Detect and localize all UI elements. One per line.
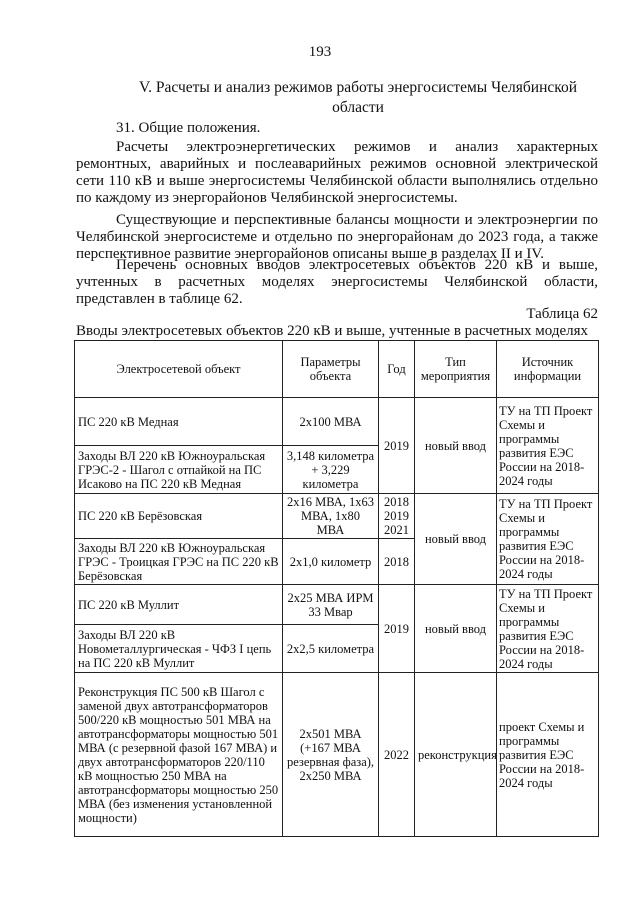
cell-type: реконструкция	[415, 673, 497, 837]
cell-params: 2x16 МВА, 1x63 МВА, 1x80 МВА	[283, 494, 379, 539]
cell-params: 3,148 километра + 3,229 километра	[283, 446, 379, 494]
section-title: V. Расчеты и анализ режимов работы энергосистемы Челябинской области	[138, 79, 578, 116]
cell-source: проект Схемы и программы развития ЕЭС России на 2018-2024 годы	[497, 673, 599, 837]
paragraph-2: Существующие и перспективные балансы мощности и электроэнергии по Челябинской энергосистеме и отдельно по энергорайонам до 2023 года, а также перспективное развитие энергорайонов описаны выше в разделах II и IV.	[76, 212, 598, 262]
cell-year: 2022	[379, 673, 415, 837]
header-object: Электросетевой объект	[75, 341, 283, 398]
header-type: Тип мероприятия	[415, 341, 497, 398]
cell-params: 2x501 МВА (+167 МВА резервная фаза), 2x250 МВА	[283, 673, 379, 837]
table-row	[75, 585, 599, 625]
page-number: 193	[308, 44, 332, 60]
cell-source: ТУ на ТП Проект Схемы и программы развития ЕЭС России на 2018-2024 годы	[497, 585, 599, 673]
table-row	[75, 673, 599, 837]
cell-object: Заходы ВЛ 220 кВ Южноуральская ГРЭС-2 - Шагол с отпайкой на ПС Исаково на ПС 220 кВ Медная	[75, 446, 283, 494]
table-header-row	[75, 341, 599, 398]
cell-year: 2019	[379, 398, 415, 494]
cell-object: Реконструкция ПС 500 кВ Шагол с заменой двух автотрансформаторов 500/220 кВ мощностью 501 МВА на автотрансформаторы мощностью 501 МВА (с резервной фазой 167 МВА) и двух автотрансформаторов 220/110 кВ мощностью 250 МВА на автотрансформаторы мощностью 250 МВА (без изменения установленной мощности)	[75, 673, 283, 837]
cell-object: Заходы ВЛ 220 кВ Южноуральская ГРЭС - Троицкая ГРЭС на ПС 220 кВ Берёзовская	[75, 539, 283, 585]
cell-object: ПС 220 кВ Берёзовская	[75, 494, 283, 539]
cell-params: 2x25 МВА ИРМ 33 Мвар	[283, 585, 379, 625]
cell-params: 2x1,0 километр	[283, 539, 379, 585]
cell-type: новый ввод	[415, 585, 497, 673]
table-row	[75, 494, 599, 539]
table-label: Таблица 62	[526, 306, 598, 322]
cell-object: ПС 220 кВ Муллит	[75, 585, 283, 625]
table-caption: Вводы электросетевых объектов 220 кВ и выше, учтенные в расчетных моделях	[76, 323, 589, 339]
cell-type: новый ввод	[415, 398, 497, 494]
cell-year: 2018 2019 2021	[379, 494, 415, 539]
cell-object: ПС 220 кВ Медная	[75, 398, 283, 446]
table-row	[75, 398, 599, 446]
header-source: Источник информации	[497, 341, 599, 398]
cell-source: ТУ на ТП Проект Схемы и программы развития ЕЭС России на 2018-2024 годы	[497, 398, 599, 494]
cell-year: 2019	[379, 585, 415, 673]
subsection-heading: 31. Общие положения.	[116, 120, 261, 136]
header-params: Параметры объекта	[283, 341, 379, 398]
cell-object: Заходы ВЛ 220 кВ Новометаллургическая - ЧФЗ I цепь на ПС 220 кВ Муллит	[75, 625, 283, 673]
cell-year: 2018	[379, 539, 415, 585]
cell-params: 2x2,5 километра	[283, 625, 379, 673]
cell-type: новый ввод	[415, 494, 497, 585]
cell-source: ТУ на ТП Проект Схемы и программы развития ЕЭС России на 2018-2024 годы	[497, 494, 599, 585]
paragraph-3: Перечень основных вводов электросетевых объектов 220 кВ и выше, учтенных в расчетных моделях энергосистемы Челябинской области, представлен в таблице 62.	[76, 257, 598, 307]
header-year: Год	[379, 341, 415, 398]
cell-params: 2x100 МВА	[283, 398, 379, 446]
inputs-table	[74, 340, 599, 837]
paragraph-1: Расчеты электроэнергетических режимов и анализ характерных ремонтных, аварийных и послеаварийных режимов основной электрической сети 110 кВ и выше энергосистемы Челябинской области выполнялись отдельно по каждому из энергорайонов Челябинской энергосистемы.	[76, 139, 598, 206]
